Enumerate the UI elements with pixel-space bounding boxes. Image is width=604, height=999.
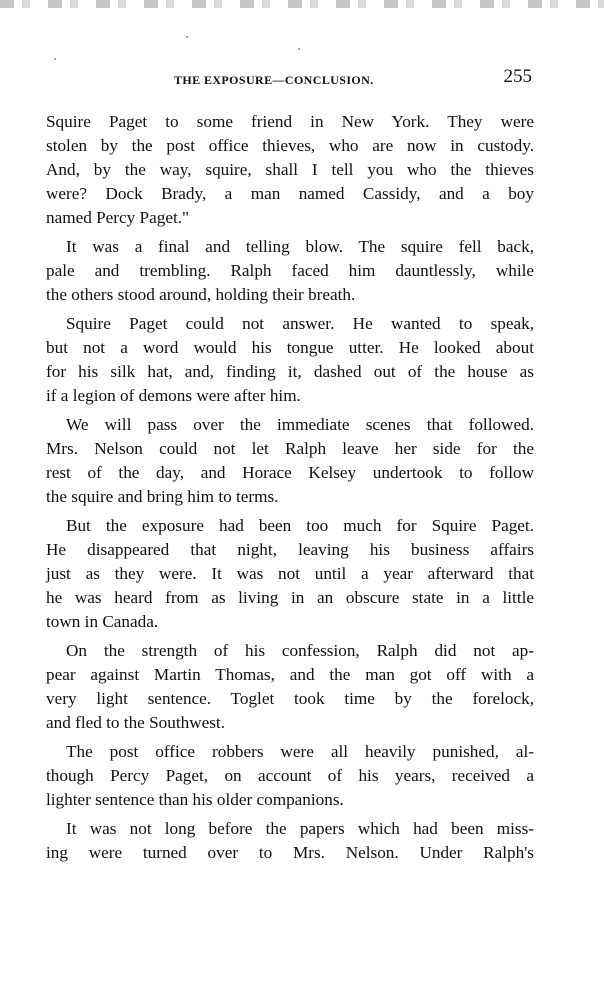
scan-speck (54, 58, 56, 60)
paragraph (46, 235, 534, 307)
paragraph (46, 817, 534, 865)
paragraph (46, 639, 534, 735)
text-line: It was not long before the papers which had been miss- (66, 819, 534, 838)
text-line: but not a word would his tongue utter. He looked about (46, 338, 534, 357)
paragraph (46, 514, 534, 634)
text-line: stolen by the post office thieves, who are now in custody. (46, 136, 534, 155)
text-line: the squire and bring him to terms. (46, 487, 279, 506)
paragraph (46, 312, 534, 408)
text-line: Squire Paget could not answer. He wanted to speak, (66, 314, 534, 333)
text-line: ing were turned over to Mrs. Nelson. Under Ralph's (46, 843, 534, 862)
text-line: On the strength of his confession, Ralph did not ap- (66, 641, 534, 660)
text-line: pear against Martin Thomas, and the man got off with a (46, 665, 534, 684)
text-line: just as they were. It was not until a year afterward that (46, 564, 534, 583)
text-line: He disappeared that night, leaving his business affairs (46, 540, 534, 559)
text-line: if a legion of demons were after him. (46, 386, 301, 405)
text-line: Squire Paget to some friend in New York. They were (46, 112, 534, 131)
paragraph (46, 740, 534, 812)
text-line: lighter sentence than his older companions. (46, 790, 344, 809)
text-line: It was a final and telling blow. The squire fell back, (66, 237, 534, 256)
text-line: and fled to the Southwest. (46, 713, 226, 732)
text-line: pale and trembling. Ralph faced him dauntlessly, while (46, 261, 534, 280)
text-line: though Percy Paget, on account of his years, received a (46, 766, 534, 785)
running-title: THE EXPOSURE—CONCLUSION. (174, 73, 374, 87)
running-head (46, 66, 534, 90)
scan-top-edge (0, 0, 604, 8)
text-line: the others stood around, holding their breath. (46, 285, 356, 304)
scan-speck (298, 48, 300, 50)
scan-speck (186, 36, 188, 38)
text-line: town in Canada. (46, 612, 159, 631)
text-line: rest of the day, and Horace Kelsey undertook to follow (46, 463, 534, 482)
body-text (46, 110, 534, 865)
text-line: were? Dock Brady, a man named Cassidy, and a boy (46, 184, 534, 203)
text-line: And, by the way, squire, shall I tell you who the thieves (46, 160, 534, 179)
text-line: The post office robbers were all heavily punished, al- (66, 742, 534, 761)
text-line: We will pass over the immediate scenes that followed. (66, 415, 534, 434)
text-line: named Percy Paget." (46, 208, 190, 227)
text-line: But the exposure had been too much for Squire Paget. (66, 516, 534, 535)
paragraph (46, 110, 534, 230)
paragraph (46, 413, 534, 509)
text-line: Mrs. Nelson could not let Ralph leave her side for the (46, 439, 534, 458)
text-line: he was heard from as living in an obscure state in a little (46, 588, 534, 607)
text-line: very light sentence. Toglet took time by the forelock, (46, 689, 534, 708)
text-line: for his silk hat, and, finding it, dashed out of the house as (46, 362, 534, 381)
page-number: 255 (503, 66, 532, 87)
